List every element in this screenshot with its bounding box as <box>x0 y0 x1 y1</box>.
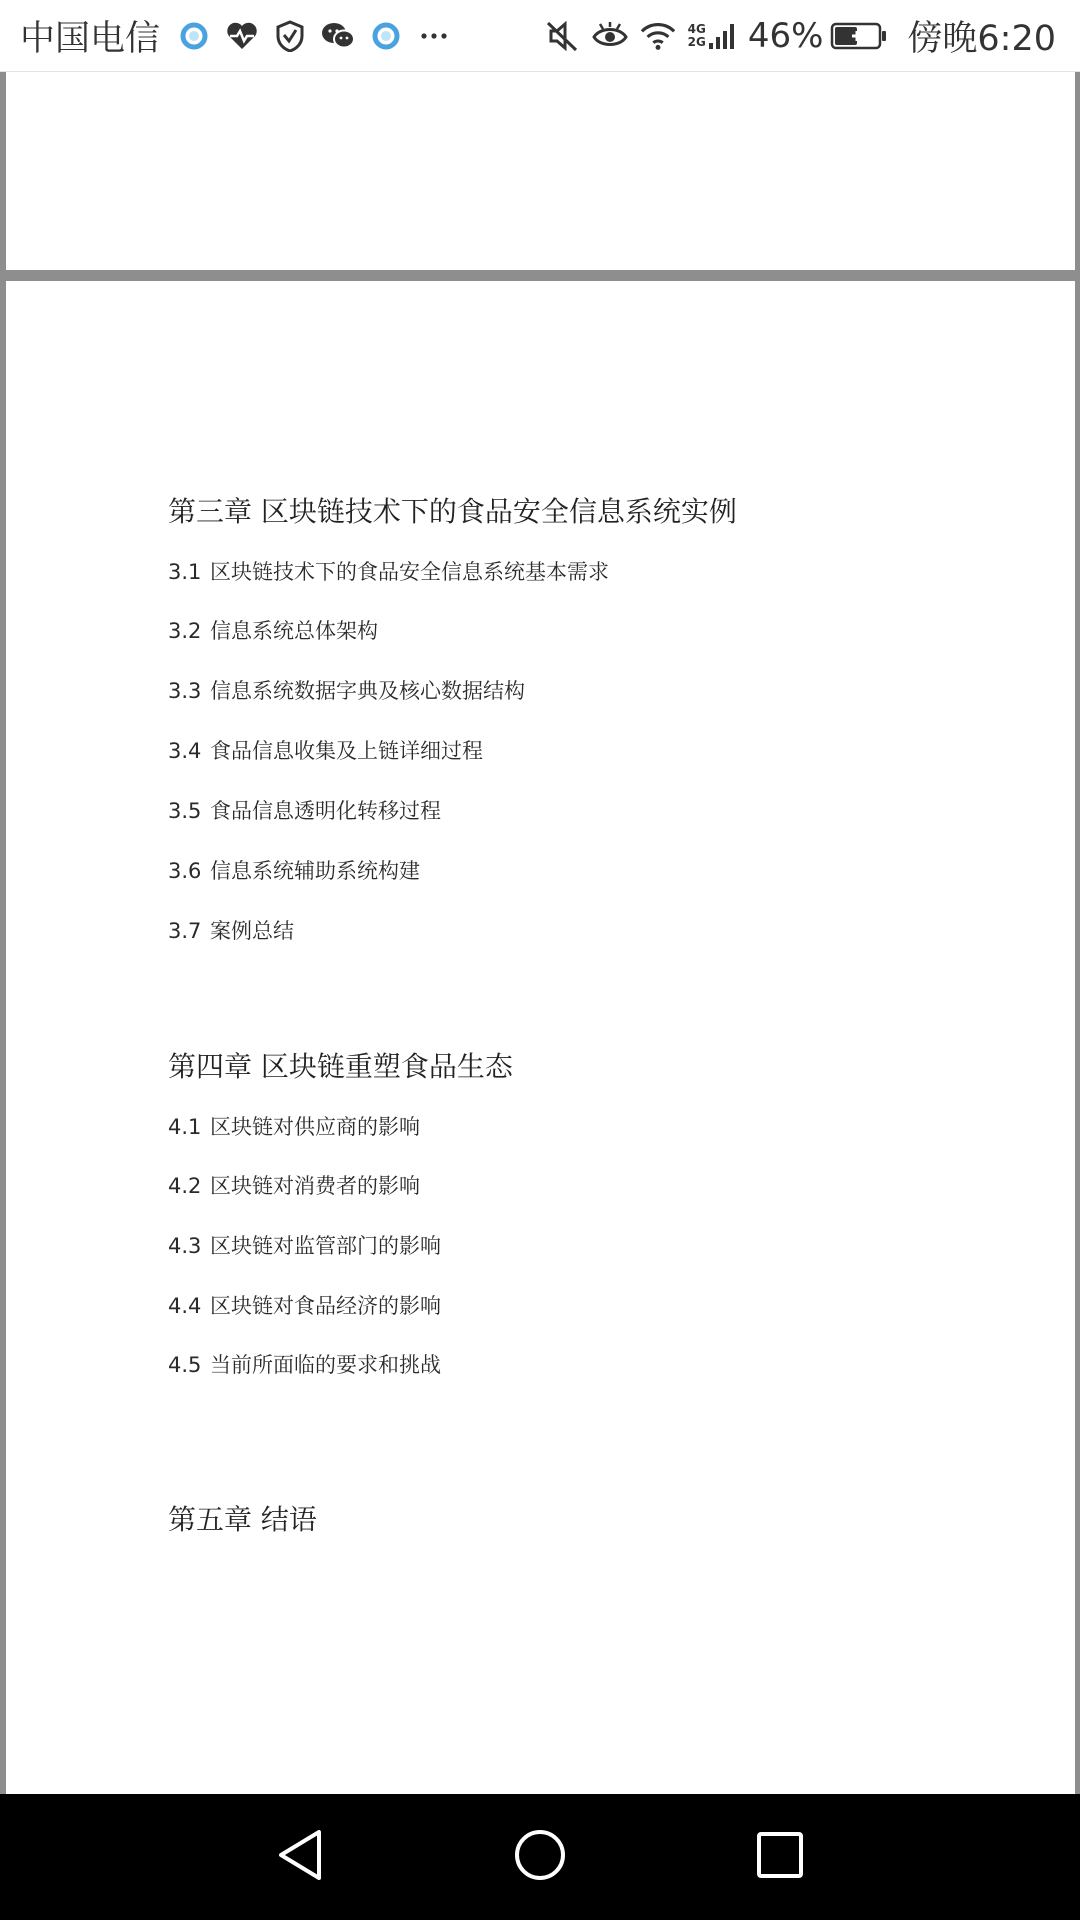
toc-section-number: 3.2 <box>168 619 202 643</box>
toc-section-number: 3.3 <box>168 679 202 703</box>
toc-section-item[interactable] <box>168 915 294 945</box>
toc-section-item[interactable] <box>168 855 420 885</box>
signal-icon <box>708 16 736 56</box>
toc-section-number: 3.5 <box>168 799 202 823</box>
home-button[interactable] <box>510 1827 570 1887</box>
status-bar-right <box>538 0 1056 72</box>
toc-section-number: 4.2 <box>168 1174 202 1198</box>
previous-page <box>6 72 1075 270</box>
toc-section-title: 区块链对消费者的影响 <box>210 1174 420 1198</box>
toc-section-number: 4.5 <box>168 1353 202 1377</box>
toc-section-item[interactable] <box>168 615 378 645</box>
toc-section-title: 当前所面临的要求和挑战 <box>210 1353 441 1377</box>
back-icon <box>275 1828 325 1886</box>
carrier-name: 中国电信 <box>20 19 161 59</box>
toc-section-number: 4.3 <box>168 1234 202 1258</box>
browser-icon <box>368 16 404 56</box>
more-dots-icon <box>416 16 452 56</box>
recents-button[interactable] <box>750 1827 810 1887</box>
wechat-icon <box>320 16 356 56</box>
eye-comfort-icon <box>592 16 628 56</box>
toc-chapter-heading[interactable]: 第四章 区块链重塑食品生态 <box>168 1050 513 1083</box>
toc-chapter-heading[interactable]: 第五章 结语 <box>168 1503 317 1536</box>
recents-icon <box>755 1830 805 1884</box>
toc-section-number: 3.6 <box>168 859 202 883</box>
health-heart-icon <box>224 16 260 56</box>
back-button[interactable] <box>270 1827 330 1887</box>
home-icon <box>513 1828 567 1886</box>
status-bar <box>0 0 1080 72</box>
toc-section-item[interactable] <box>168 735 483 765</box>
toc-section-title: 区块链对供应商的影响 <box>210 1115 420 1139</box>
toc-section-title: 信息系统总体架构 <box>210 619 378 643</box>
battery-charging-icon <box>829 16 889 56</box>
toc-section-number: 3.4 <box>168 739 202 763</box>
mute-icon <box>544 16 580 56</box>
wifi-icon <box>640 16 676 56</box>
browser-icon <box>176 16 212 56</box>
toc-section-item[interactable] <box>168 675 525 705</box>
navigation-bar <box>0 1794 1080 1920</box>
toc-section-item[interactable] <box>168 556 609 586</box>
network-type-bottom: 2G <box>687 35 706 49</box>
battery-percent: 46% <box>747 16 824 56</box>
clock: 傍晚6:20 <box>907 19 1056 59</box>
toc-section-item[interactable] <box>168 1111 420 1141</box>
toc-section-number: 4.1 <box>168 1115 202 1139</box>
toc-section-title: 信息系统辅助系统构建 <box>210 859 420 883</box>
current-page <box>6 281 1075 1794</box>
toc-section-number: 3.7 <box>168 919 202 943</box>
toc-section-title: 区块链技术下的食品安全信息系统基本需求 <box>210 560 609 584</box>
toc-section-title: 食品信息透明化转移过程 <box>210 799 441 823</box>
toc-section-item[interactable] <box>168 1170 420 1200</box>
toc-section-title: 区块链对食品经济的影响 <box>210 1294 441 1318</box>
toc-section-item[interactable] <box>168 795 441 825</box>
toc-section-title: 信息系统数据字典及核心数据结构 <box>210 679 525 703</box>
network-type <box>688 23 706 49</box>
toc-section-title: 食品信息收集及上链详细过程 <box>210 739 483 763</box>
status-bar-left <box>20 0 458 72</box>
toc-section-title: 案例总结 <box>210 919 294 943</box>
document-viewer[interactable] <box>0 72 1080 1794</box>
toc-section-item[interactable] <box>168 1230 441 1260</box>
toc-section-title: 区块链对监管部门的影响 <box>210 1234 441 1258</box>
toc-chapter-heading[interactable]: 第三章 区块链技术下的食品安全信息系统实例 <box>168 495 737 528</box>
shield-icon <box>272 16 308 56</box>
toc-section-number: 3.1 <box>168 560 202 584</box>
toc-section-number: 4.4 <box>168 1294 202 1318</box>
toc-section-item[interactable] <box>168 1349 441 1379</box>
toc-section-item[interactable] <box>168 1290 441 1320</box>
network-type-top: 4G <box>687 22 706 36</box>
